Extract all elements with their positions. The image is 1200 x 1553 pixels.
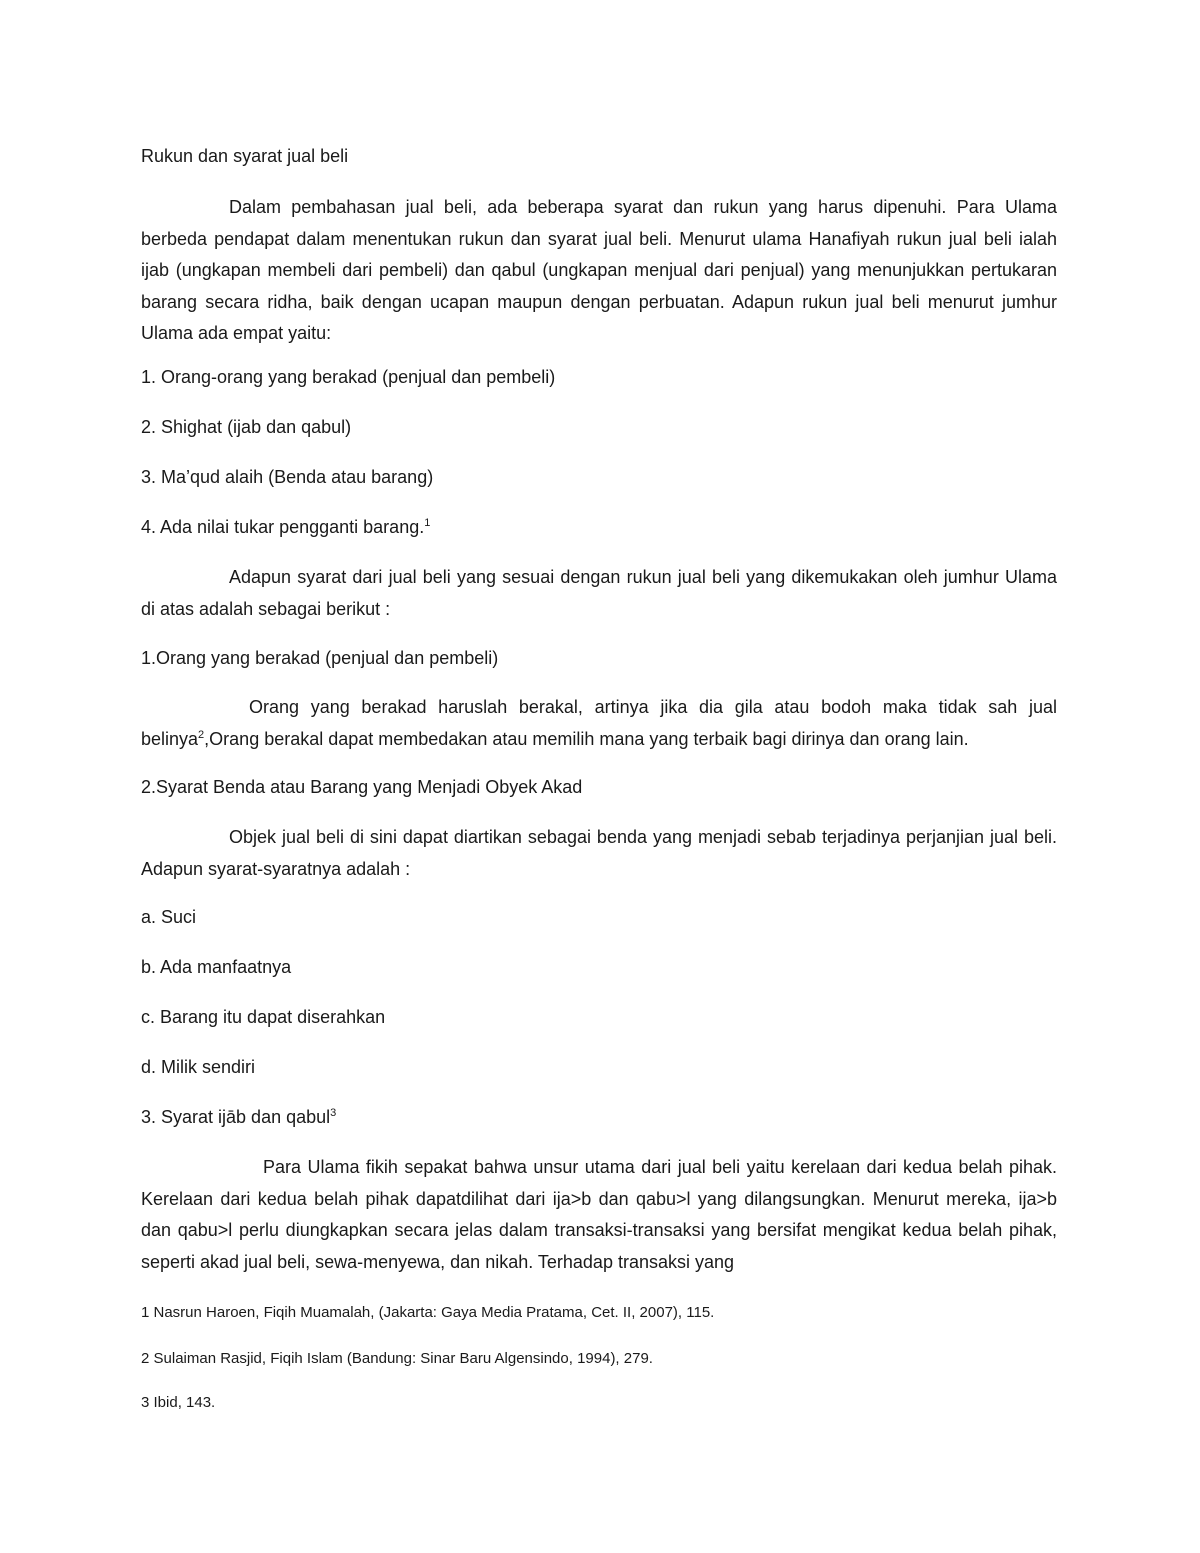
section3-heading	[141, 1106, 336, 1128]
footnote-3: 3 Ibid, 143.	[141, 1394, 216, 1411]
footnote-2: 2 Sulaiman Rasjid, Fiqih Islam (Bandung: Sinar Baru Algensindo, 1994), 279.	[141, 1350, 653, 1367]
syarat-barang-item-d: d. Milik sendiri	[141, 1057, 256, 1077]
document-title: Rukun dan syarat jual beli	[141, 146, 349, 166]
intro-text: Dalam pembahasan jual beli, ada beberapa syarat dan rukun yang harus dipenuhi. Para Ulama berbeda pendapat dalam menentukan rukun dan syarat jual beli. Menurut ulama Hanafiyah rukun jual beli ialah ijab (ungkapan membeli dari pembeli) dan qabul (ungkapan menjual dari penjual) yang menunjukkan pertukaran barang secara ridha, baik dengan ucapan maupun dengan perbuatan. Adapun rukun jual beli menurut jumhur Ulama ada empat yaitu:	[141, 197, 1057, 343]
rukun-item-4-text: 4. Ada nilai tukar pengganti barang.	[141, 517, 425, 537]
section1-text-a: Orang yang berakad haruslah berakal, artinya jika dia gila atau bodoh maka tidak sah jual belinya	[141, 697, 1057, 749]
syarat-barang-item-b: b. Ada manfaatnya	[141, 957, 292, 977]
section3-text: Para Ulama fikih sepakat bahwa unsur utama dari jual beli yaitu kerelaan dari kedua belah pihak. Kerelaan dari kedua belah pihak dapatdilihat dari ija>b dan qabu>l yang dilangsungkan. Menurut mereka, ija>b dan qabu>l perlu diungkapkan secara jelas dalam transaksi-transaksi yang bersifat mengikat kedua belah pihak, seperti akad jual beli, sewa-menyewa, dan nikah. Terhadap transaksi yang	[141, 1157, 1057, 1272]
footnote-1: 1 Nasrun Haroen, Fiqih Muamalah, (Jakarta: Gaya Media Pratama, Cet. II, 2007), 115.	[141, 1304, 715, 1321]
section3-heading-text: 3. Syarat ijāb dan qabul	[141, 1107, 331, 1127]
section1-paragraph	[141, 692, 1057, 755]
footnote-ref-2: 2	[198, 728, 205, 741]
rukun-item-2: 2. Shighat (ijab dan qabul)	[141, 417, 352, 437]
rukun-item-3: 3. Ma’qud alaih (Benda atau barang)	[141, 467, 434, 487]
section3-paragraph	[141, 1152, 1057, 1278]
syarat-intro-text: Adapun syarat dari jual beli yang sesuai dengan rukun jual beli yang dikemukakan oleh jumhur Ulama di atas adalah sebagai berikut :	[141, 567, 1057, 619]
footnote-ref-3: 3	[330, 1107, 337, 1119]
footnote-ref-1: 1	[424, 517, 431, 529]
section1-text-b: ,Orang berakal dapat membedakan atau memilih mana yang terbaik bagi dirinya dan orang lain.	[204, 728, 969, 749]
section2-paragraph	[141, 822, 1057, 885]
rukun-item-1: 1. Orang-orang yang berakad (penjual dan pembeli)	[141, 367, 556, 387]
section2-text: Objek jual beli di sini dapat diartikan sebagai benda yang menjadi sebab terjadinya perjanjian jual beli. Adapun syarat-syaratnya adalah :	[141, 827, 1057, 879]
section1-heading: 1.Orang yang berakad (penjual dan pembeli)	[141, 648, 499, 668]
syarat-barang-item-a: a. Suci	[141, 907, 197, 927]
syarat-intro-paragraph	[141, 562, 1057, 625]
intro-paragraph	[141, 192, 1057, 350]
section2-heading: 2.Syarat Benda atau Barang yang Menjadi Obyek Akad	[141, 777, 583, 797]
syarat-barang-item-c: c. Barang itu dapat diserahkan	[141, 1007, 386, 1027]
rukun-item-4	[141, 516, 430, 538]
